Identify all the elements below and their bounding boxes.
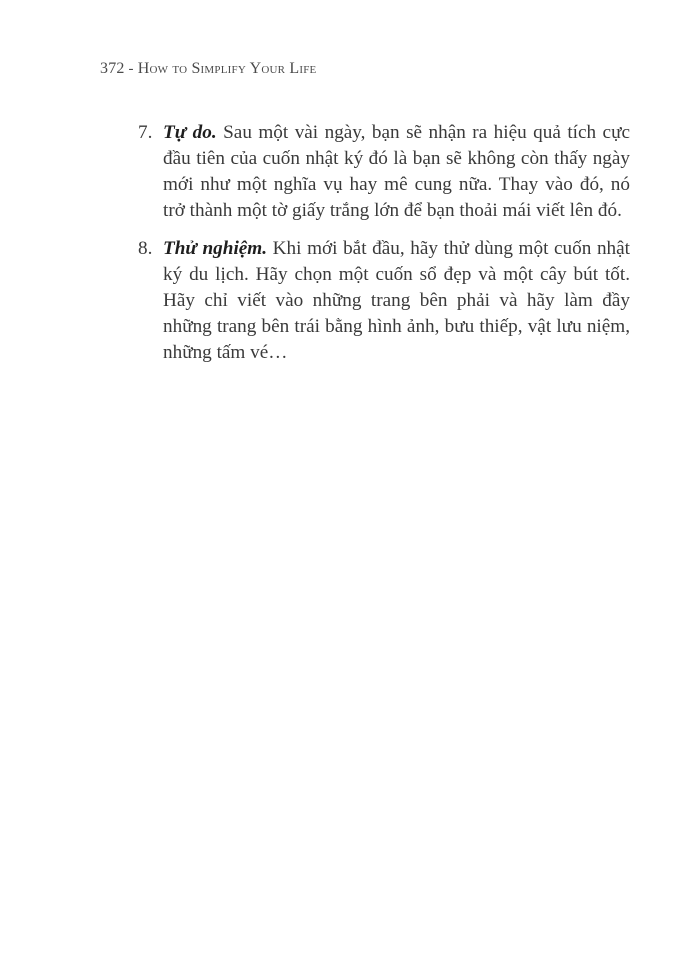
item-number: 8. xyxy=(138,238,153,259)
item-lead-phrase: Tự do. xyxy=(163,122,217,143)
page-number: 372 xyxy=(100,60,125,77)
list-item-8 xyxy=(138,236,630,366)
item-number: 7. xyxy=(138,122,153,143)
running-header xyxy=(100,60,316,78)
numbered-list xyxy=(138,120,630,366)
list-item-7 xyxy=(138,120,630,224)
item-body: Sau một vài ngày, bạn sẽ nhận ra hiệu quả tích cực đầu tiên của cuốn nhật ký đó là bạn sẽ không còn thấy ngày mới như một nghĩa vụ hay mê cung nữa. Thay vào đó, nó trở thành một tờ giấy trắng lớn để bạn thoải mái viết lên đó. xyxy=(163,122,630,221)
item-lead-phrase: Thử nghiệm. xyxy=(163,238,268,259)
header-separator: - xyxy=(124,61,138,77)
item-body: Khi mới bắt đầu, hãy thử dùng một cuốn nhật ký du lịch. Hãy chọn một cuốn sổ đẹp và một cây bút tốt. Hãy chỉ viết vào những trang bên phải và hãy làm đầy những trang bên trái bằng hình ảnh, bưu thiếp, vật lưu niệm, những tấm vé… xyxy=(163,238,630,363)
book-title: How to Simplify Your Life xyxy=(137,60,317,77)
